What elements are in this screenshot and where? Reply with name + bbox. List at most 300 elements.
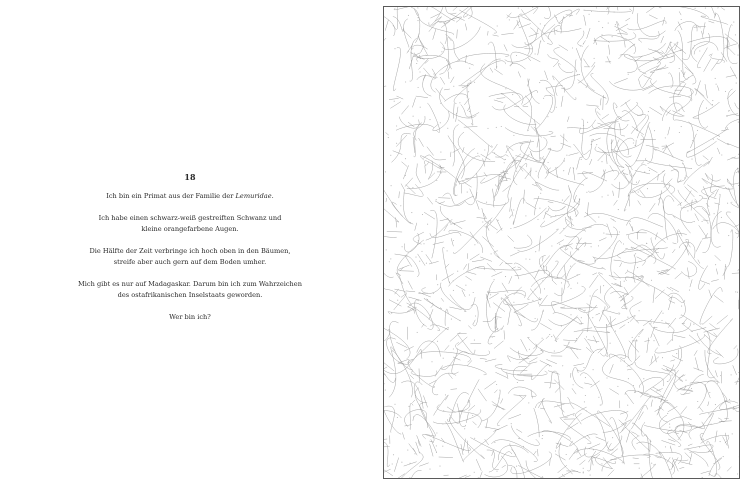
art-segment bbox=[739, 45, 740, 50]
art-segment bbox=[408, 122, 414, 127]
art-curve bbox=[483, 317, 502, 322]
cell-mark bbox=[638, 192, 639, 193]
art-segment bbox=[726, 75, 736, 77]
cell-mark bbox=[397, 300, 398, 301]
cell-mark bbox=[412, 187, 413, 188]
art-curve bbox=[525, 24, 555, 44]
art-curve bbox=[467, 83, 473, 125]
cell-mark bbox=[554, 351, 555, 352]
art-curve bbox=[738, 269, 740, 301]
cell-mark bbox=[564, 476, 565, 477]
art-segment bbox=[679, 375, 686, 378]
art-segment bbox=[419, 369, 420, 382]
art-segment bbox=[419, 138, 424, 147]
art-segment bbox=[739, 261, 740, 269]
art-curve bbox=[625, 427, 649, 451]
cell-mark bbox=[418, 14, 419, 15]
art-segment bbox=[668, 318, 676, 328]
art-segment bbox=[450, 77, 454, 83]
art-segment bbox=[493, 405, 506, 410]
art-segment bbox=[384, 362, 394, 371]
riddle-paragraph-4 bbox=[70, 279, 310, 301]
cell-mark bbox=[593, 369, 594, 370]
art-segment bbox=[701, 281, 711, 285]
art-segment bbox=[654, 334, 660, 346]
art-segment bbox=[655, 408, 662, 412]
art-segment bbox=[586, 105, 598, 106]
art-segment bbox=[456, 107, 458, 122]
art-segment bbox=[409, 444, 416, 453]
cell-mark bbox=[418, 17, 419, 18]
cell-mark bbox=[529, 349, 530, 350]
cell-mark bbox=[402, 246, 403, 247]
art-segment bbox=[597, 123, 603, 125]
cell-mark bbox=[562, 365, 563, 366]
cell-mark bbox=[491, 253, 492, 254]
art-curve bbox=[487, 281, 502, 332]
cell-mark bbox=[669, 469, 670, 470]
art-segment bbox=[679, 467, 684, 468]
paragraph-4-line-2: des ostafrikanischen Inselstaats geworden. bbox=[117, 291, 263, 299]
cell-mark bbox=[433, 293, 434, 294]
art-segment bbox=[567, 116, 569, 122]
cell-mark bbox=[548, 162, 549, 163]
art-curve bbox=[392, 202, 411, 223]
cell-mark bbox=[739, 400, 740, 401]
art-curve bbox=[660, 417, 682, 429]
art-segment bbox=[396, 135, 407, 147]
art-segment bbox=[550, 372, 552, 388]
cell-mark bbox=[492, 336, 493, 337]
art-curve bbox=[417, 341, 441, 357]
art-segment bbox=[619, 325, 625, 329]
art-curve bbox=[408, 327, 449, 363]
art-curve bbox=[497, 395, 526, 425]
art-curve bbox=[458, 120, 492, 148]
art-segment bbox=[453, 103, 454, 118]
art-segment bbox=[440, 219, 449, 221]
art-curve bbox=[502, 368, 548, 376]
art-segment bbox=[521, 357, 529, 365]
cell-mark bbox=[634, 392, 635, 393]
cell-mark bbox=[691, 388, 692, 389]
cell-mark bbox=[442, 423, 443, 424]
cell-mark bbox=[514, 467, 515, 468]
cell-mark bbox=[587, 213, 588, 214]
cell-mark bbox=[453, 348, 454, 349]
cell-mark bbox=[469, 294, 470, 295]
cell-mark bbox=[679, 68, 680, 69]
art-curve bbox=[449, 230, 483, 253]
art-curve bbox=[530, 289, 540, 301]
cell-mark bbox=[432, 303, 433, 304]
cell-mark bbox=[723, 456, 724, 457]
cell-mark bbox=[564, 17, 565, 18]
art-segment bbox=[669, 165, 679, 173]
art-segment bbox=[625, 18, 630, 21]
art-segment bbox=[514, 395, 525, 396]
art-segment bbox=[603, 95, 604, 110]
art-segment bbox=[483, 158, 485, 166]
art-segment bbox=[393, 151, 403, 155]
art-segment bbox=[641, 162, 644, 165]
art-segment bbox=[637, 257, 643, 260]
art-curve bbox=[587, 313, 608, 356]
art-curve bbox=[458, 410, 481, 428]
art-curve bbox=[426, 299, 441, 309]
art-segment bbox=[509, 276, 512, 283]
art-segment bbox=[563, 340, 577, 341]
art-curve bbox=[414, 42, 444, 59]
art-curve bbox=[690, 382, 707, 409]
art-curve bbox=[678, 163, 687, 182]
art-segment bbox=[609, 45, 610, 55]
cell-mark bbox=[535, 53, 536, 54]
cell-mark bbox=[397, 417, 398, 418]
cell-mark bbox=[585, 395, 586, 396]
art-curve bbox=[636, 320, 669, 323]
art-curve bbox=[514, 208, 547, 228]
art-segment bbox=[553, 281, 557, 285]
art-curve bbox=[527, 337, 569, 353]
art-segment bbox=[636, 356, 641, 361]
cell-mark bbox=[737, 292, 738, 293]
cell-mark bbox=[679, 132, 680, 133]
cell-mark bbox=[384, 406, 385, 407]
cell-mark bbox=[436, 199, 437, 200]
art-curve bbox=[734, 168, 740, 207]
art-segment bbox=[685, 67, 694, 74]
art-curve bbox=[552, 371, 568, 418]
art-segment bbox=[478, 389, 487, 401]
art-segment bbox=[668, 406, 678, 412]
art-segment bbox=[494, 69, 502, 75]
cell-mark bbox=[539, 82, 540, 83]
cell-mark bbox=[609, 126, 610, 127]
art-curve bbox=[595, 135, 644, 153]
art-curve bbox=[505, 44, 533, 63]
cell-mark bbox=[504, 162, 505, 163]
cell-mark bbox=[525, 258, 526, 259]
cell-mark bbox=[598, 217, 599, 218]
art-segment bbox=[384, 367, 387, 370]
art-segment bbox=[389, 98, 399, 99]
cell-mark bbox=[608, 23, 609, 24]
art-segment bbox=[614, 26, 627, 33]
art-curve bbox=[589, 170, 605, 193]
art-segment bbox=[666, 110, 671, 116]
cell-mark bbox=[513, 302, 514, 303]
art-curve bbox=[571, 252, 596, 265]
cell-mark bbox=[408, 51, 409, 52]
art-curve bbox=[582, 119, 590, 154]
art-segment bbox=[670, 287, 679, 292]
art-segment bbox=[430, 444, 434, 457]
art-curve bbox=[584, 9, 632, 12]
art-curve bbox=[535, 182, 559, 190]
art-segment bbox=[498, 174, 499, 190]
cell-mark bbox=[680, 205, 681, 206]
art-curve bbox=[574, 449, 624, 463]
art-segment bbox=[413, 56, 425, 59]
cell-mark bbox=[614, 12, 615, 13]
art-segment bbox=[456, 285, 465, 291]
cell-mark bbox=[436, 452, 437, 453]
art-segment bbox=[501, 399, 503, 404]
cell-mark bbox=[636, 182, 637, 183]
art-segment bbox=[466, 413, 468, 423]
art-segment bbox=[485, 427, 500, 430]
art-segment bbox=[519, 24, 531, 28]
art-segment bbox=[715, 370, 717, 377]
art-segment bbox=[415, 223, 417, 231]
cell-mark bbox=[440, 152, 441, 153]
cell-mark bbox=[702, 477, 703, 478]
art-segment bbox=[674, 335, 686, 338]
cell-mark bbox=[672, 375, 673, 376]
art-curve bbox=[429, 17, 442, 32]
art-segment bbox=[438, 198, 450, 199]
cell-mark bbox=[437, 341, 438, 342]
art-segment bbox=[600, 98, 601, 105]
cell-mark bbox=[715, 404, 716, 405]
cell-mark bbox=[670, 447, 671, 448]
art-segment bbox=[688, 444, 692, 446]
art-segment bbox=[586, 347, 592, 352]
art-curve bbox=[556, 413, 581, 448]
art-segment bbox=[538, 449, 539, 456]
art-curve bbox=[471, 304, 478, 326]
cell-mark bbox=[590, 295, 591, 296]
cell-mark bbox=[576, 338, 577, 339]
art-segment bbox=[384, 439, 387, 440]
cell-mark bbox=[510, 228, 511, 229]
art-segment bbox=[489, 293, 498, 299]
cell-mark bbox=[495, 319, 496, 320]
cell-mark bbox=[593, 449, 594, 450]
art-curve bbox=[701, 435, 729, 443]
art-curve bbox=[627, 21, 666, 30]
art-segment bbox=[610, 364, 614, 373]
art-curve bbox=[560, 307, 597, 308]
art-segment bbox=[616, 24, 628, 31]
art-segment bbox=[570, 348, 578, 359]
cell-mark bbox=[728, 235, 729, 236]
art-segment bbox=[493, 303, 505, 312]
art-curve bbox=[534, 127, 541, 159]
art-segment bbox=[689, 453, 692, 464]
cell-mark bbox=[498, 220, 499, 221]
riddle-paragraph-2 bbox=[70, 213, 310, 235]
art-curve bbox=[602, 310, 620, 317]
cell-mark bbox=[598, 21, 599, 22]
art-segment bbox=[439, 202, 445, 204]
art-curve bbox=[565, 235, 579, 243]
cell-mark bbox=[603, 233, 604, 234]
riddle-paragraph-3 bbox=[70, 246, 310, 268]
cell-mark bbox=[639, 468, 640, 469]
art-curve bbox=[556, 29, 581, 32]
art-segment bbox=[726, 114, 738, 116]
art-curve bbox=[539, 256, 565, 279]
art-segment bbox=[457, 30, 458, 39]
cell-mark bbox=[632, 423, 633, 424]
art-curve bbox=[548, 54, 559, 67]
art-segment bbox=[561, 96, 563, 107]
art-segment bbox=[486, 290, 490, 298]
cell-mark bbox=[633, 385, 634, 386]
art-segment bbox=[467, 441, 469, 454]
art-segment bbox=[601, 37, 610, 43]
cell-mark bbox=[433, 74, 434, 75]
art-segment bbox=[466, 272, 476, 275]
cell-mark bbox=[419, 71, 420, 72]
art-curve bbox=[662, 103, 682, 121]
cell-mark bbox=[540, 23, 541, 24]
art-segment bbox=[410, 375, 414, 379]
art-curve bbox=[702, 193, 714, 215]
cell-mark bbox=[405, 81, 406, 82]
art-curve bbox=[538, 148, 551, 178]
art-segment bbox=[607, 56, 610, 63]
art-segment bbox=[402, 162, 408, 167]
cell-mark bbox=[465, 425, 466, 426]
cell-mark bbox=[736, 83, 737, 84]
cell-mark bbox=[542, 338, 543, 339]
cell-mark bbox=[474, 472, 475, 473]
cell-mark bbox=[735, 34, 736, 35]
art-segment bbox=[561, 143, 572, 147]
cell-mark bbox=[421, 251, 422, 252]
art-segment bbox=[596, 437, 605, 441]
cell-mark bbox=[474, 438, 475, 439]
art-curve bbox=[458, 132, 495, 162]
cell-mark bbox=[600, 405, 601, 406]
cell-mark bbox=[456, 184, 457, 185]
art-curve bbox=[440, 206, 462, 229]
art-curve bbox=[393, 7, 405, 29]
art-curve bbox=[457, 53, 510, 61]
art-curve bbox=[529, 137, 547, 151]
cell-mark bbox=[699, 447, 700, 448]
art-segment bbox=[433, 29, 436, 40]
art-curve bbox=[598, 411, 623, 456]
art-curve bbox=[653, 234, 686, 253]
cell-mark bbox=[627, 317, 628, 318]
cell-mark bbox=[453, 280, 454, 281]
art-segment bbox=[539, 295, 547, 306]
art-curve bbox=[700, 401, 738, 428]
art-curve bbox=[519, 344, 537, 364]
art-segment bbox=[490, 68, 493, 73]
cell-mark bbox=[612, 437, 613, 438]
art-curve bbox=[444, 94, 467, 102]
art-segment bbox=[554, 28, 555, 35]
art-curve bbox=[625, 272, 649, 287]
art-segment bbox=[669, 301, 675, 304]
art-curve bbox=[713, 223, 739, 234]
art-segment bbox=[661, 36, 664, 43]
art-curve bbox=[528, 261, 559, 299]
art-segment bbox=[582, 227, 592, 229]
art-curve bbox=[711, 211, 722, 247]
cell-mark bbox=[738, 185, 739, 186]
art-segment bbox=[484, 172, 487, 177]
cell-mark bbox=[739, 298, 740, 299]
paragraph-2-line-2: kleine orangefarbene Augen. bbox=[141, 225, 239, 233]
cell-mark bbox=[693, 324, 694, 325]
art-segment bbox=[416, 96, 428, 98]
art-segment bbox=[468, 405, 475, 411]
art-segment bbox=[564, 265, 566, 279]
cell-mark bbox=[517, 382, 518, 383]
cell-mark bbox=[389, 261, 390, 262]
art-curve bbox=[431, 21, 446, 44]
coloring-artwork-frame bbox=[383, 6, 740, 479]
art-segment bbox=[617, 7, 618, 10]
art-segment bbox=[578, 80, 587, 87]
art-segment bbox=[608, 470, 614, 477]
art-segment bbox=[675, 273, 682, 279]
cell-mark bbox=[737, 55, 738, 56]
art-curve bbox=[570, 403, 610, 427]
art-curve bbox=[414, 382, 427, 403]
art-segment bbox=[560, 223, 570, 234]
art-segment bbox=[629, 341, 639, 353]
cell-mark bbox=[494, 442, 495, 443]
art-curve bbox=[668, 293, 686, 318]
cell-mark bbox=[564, 160, 565, 161]
art-segment bbox=[422, 324, 425, 328]
cell-mark bbox=[562, 200, 563, 201]
riddle-question: Wer bin ich? bbox=[169, 313, 211, 321]
art-segment bbox=[463, 264, 467, 270]
art-curve bbox=[673, 215, 694, 222]
art-segment bbox=[599, 238, 606, 241]
art-curve bbox=[671, 170, 681, 183]
art-segment bbox=[655, 290, 665, 299]
cell-mark bbox=[726, 116, 727, 117]
cell-mark bbox=[416, 63, 417, 64]
cell-mark bbox=[516, 171, 517, 172]
art-curve bbox=[477, 200, 508, 206]
art-segment bbox=[508, 310, 511, 325]
cell-mark bbox=[556, 107, 557, 108]
cell-mark bbox=[475, 315, 476, 316]
art-curve bbox=[587, 289, 598, 331]
cell-mark bbox=[411, 212, 412, 213]
art-curve bbox=[407, 170, 441, 189]
art-segment bbox=[569, 449, 577, 460]
art-segment bbox=[482, 237, 493, 247]
art-segment bbox=[439, 457, 453, 458]
art-curve bbox=[512, 28, 537, 48]
art-segment bbox=[609, 389, 619, 395]
art-segment bbox=[495, 372, 507, 377]
cell-mark bbox=[474, 340, 475, 341]
art-segment bbox=[433, 242, 444, 245]
cell-mark bbox=[738, 154, 739, 155]
art-segment bbox=[426, 254, 432, 263]
art-segment bbox=[387, 231, 402, 232]
art-segment bbox=[468, 326, 471, 329]
art-segment bbox=[711, 280, 719, 282]
art-curve bbox=[441, 283, 467, 312]
cell-mark bbox=[732, 433, 733, 434]
art-curve bbox=[713, 349, 738, 364]
cell-mark bbox=[583, 472, 584, 473]
art-segment bbox=[557, 240, 564, 244]
